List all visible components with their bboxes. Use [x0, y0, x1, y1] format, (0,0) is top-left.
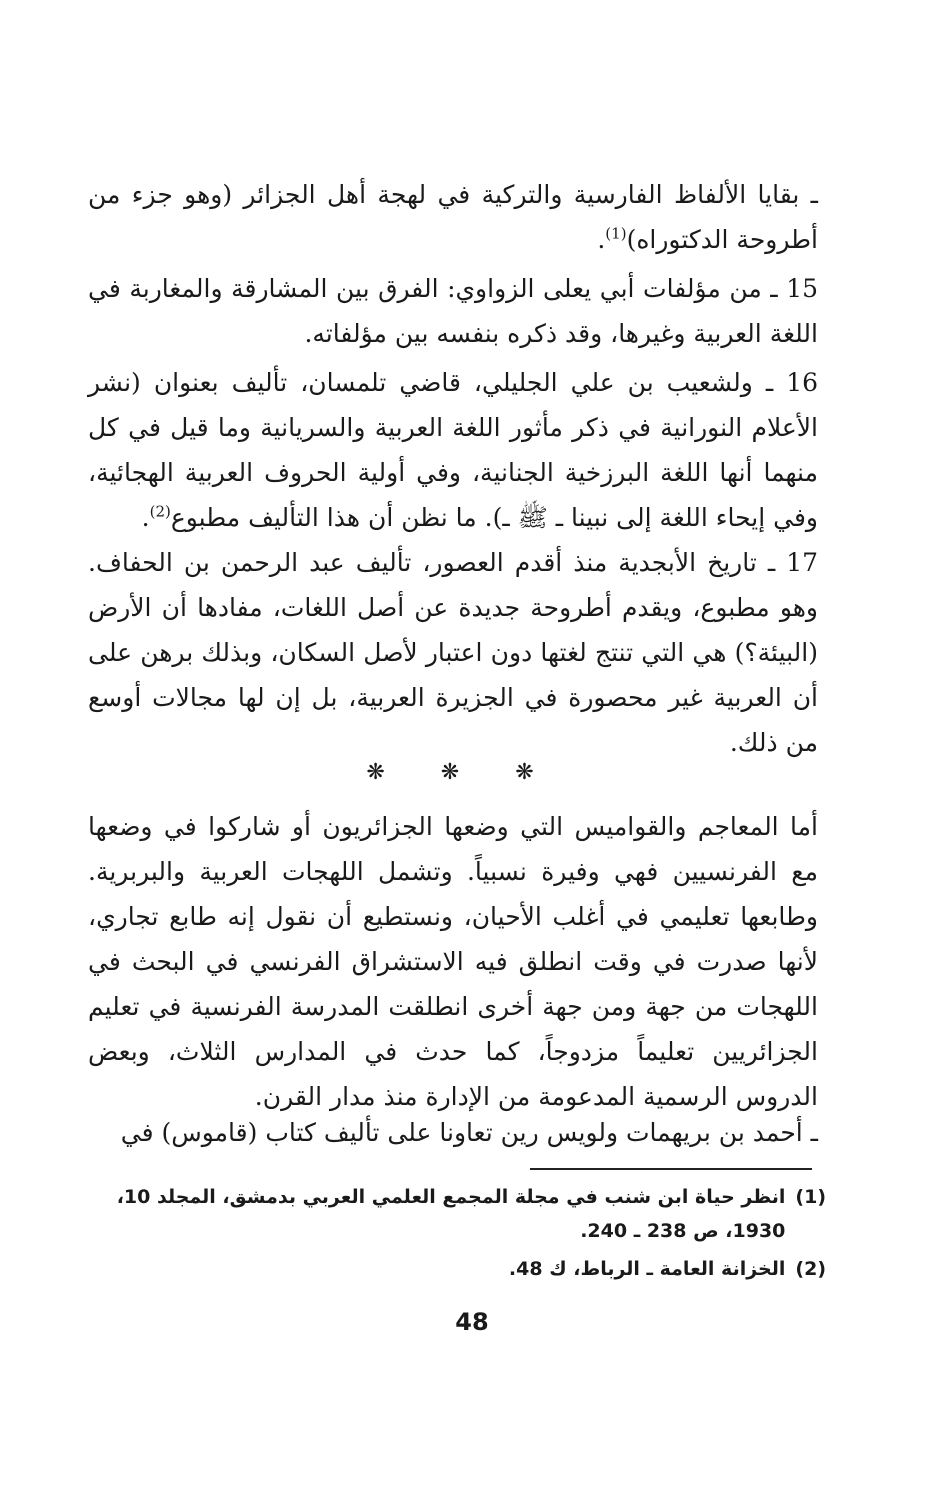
- paragraph-2: 15 ـ من مؤلفات أبي يعلى الزواوي: الفرق بين المشارقة والمغاربة في اللغة العربية وغيرها، وقد ذكره بنفسه بين مؤلفاته.: [88, 274, 818, 348]
- footnote-1: [100, 1180, 826, 1248]
- paragraph-6: ـ أحمد بن بريهمات ولويس رين تعاونا على تأليف كتاب (قاموس) في: [120, 1118, 818, 1147]
- paragraph-3: [88, 360, 818, 540]
- paragraph-1: [88, 172, 818, 262]
- footnote-2: [100, 1252, 826, 1286]
- page-number: 48: [455, 1308, 489, 1336]
- separator-star-icon: ❋: [366, 760, 429, 785]
- main-text-last: [88, 1110, 818, 1155]
- footnote-divider: [530, 1168, 812, 1170]
- paragraph-5: أما المعاجم والقواميس التي وضعها الجزائريون أو شاركوا في وضعها مع الفرنسيين فهي وفيرة نسبياً. وتشمل اللهجات العربية والبربرية. وطابعها تعليمي في أغلب الأحيان، ونستطيع أن نقول إنه طابع تجاري، لأنها صدرت في وقت انطلق فيه الاستشراق الفرنسي في البحث في اللهجات من جهة ومن جهة أخرى انطلقت المدرسة الفرنسية في تعليم الجزائريين تعليماً مزدوجاً، كما حدث في المدارس الثلاث، وبعض الدروس الرسمية المدعومة من الإدارة منذ مدار القرن.: [88, 812, 818, 1111]
- paragraph-1-end: .: [597, 225, 606, 254]
- footnote-text: الخزانة العامة ـ الرباط، ك 48.: [508, 1258, 786, 1280]
- footnote-text: انظر حياة ابن شنب في مجلة المجمع العلمي العربي بدمشق، المجلد 10، 1930، ص 238 ـ 240.: [116, 1186, 786, 1242]
- paragraph-3-end: .: [141, 503, 150, 532]
- footnote-ref-1: (1): [605, 224, 627, 243]
- footnote-number: (1): [795, 1186, 826, 1208]
- paragraph-4: 17 ـ تاريخ الأبجدية منذ أقدم العصور، تأليف عبد الرحمن بن الحفاف. وهو مطبوع، ويقدم أطروحة جديدة عن أصل اللغات، مفادها أن الأرض (البيئة؟) هي التي تنتج لغتها دون اعتبار لأصل السكان، وبذلك برهن على أن العربية غير محصورة في الجزيرة العربية، بل إن لها مجالات أوسع من ذلك.: [88, 548, 819, 757]
- footnote-ref-2: (2): [149, 502, 171, 521]
- main-text-top: [88, 172, 818, 262]
- main-text-item-16: [88, 360, 818, 540]
- separator-star-icon: ❋: [515, 760, 578, 785]
- main-text-dictionaries: [88, 804, 818, 1119]
- separator-star-icon: ❋: [440, 760, 504, 785]
- paragraph-1-text: ـ بقايا الألفاظ الفارسية والتركية في لهجة أهل الجزائر (وهو جزء من أطروحة الدكتوراه): [88, 180, 818, 254]
- section-separator: [0, 760, 944, 785]
- main-text-item-17: [88, 540, 818, 765]
- paragraph-3-text: 16 ـ ولشعيب بن علي الجليلي، قاضي تلمسان، تأليف بعنوان (نشر الأعلام النورانية في ذكر مأثور اللغة العربية والسريانية وما قيل في كل منهما أنها اللغة البرزخية الجنانية، وفي أولية الحروف العربية الهجائية، وفي إيحاء اللغة إلى نبينا ـ ﷺ ـ). ما نظن أن هذا التأليف مطبوع: [88, 368, 818, 532]
- footnotes: [100, 1180, 826, 1290]
- footnote-number: (2): [795, 1258, 826, 1280]
- main-text-item-15: [88, 266, 818, 356]
